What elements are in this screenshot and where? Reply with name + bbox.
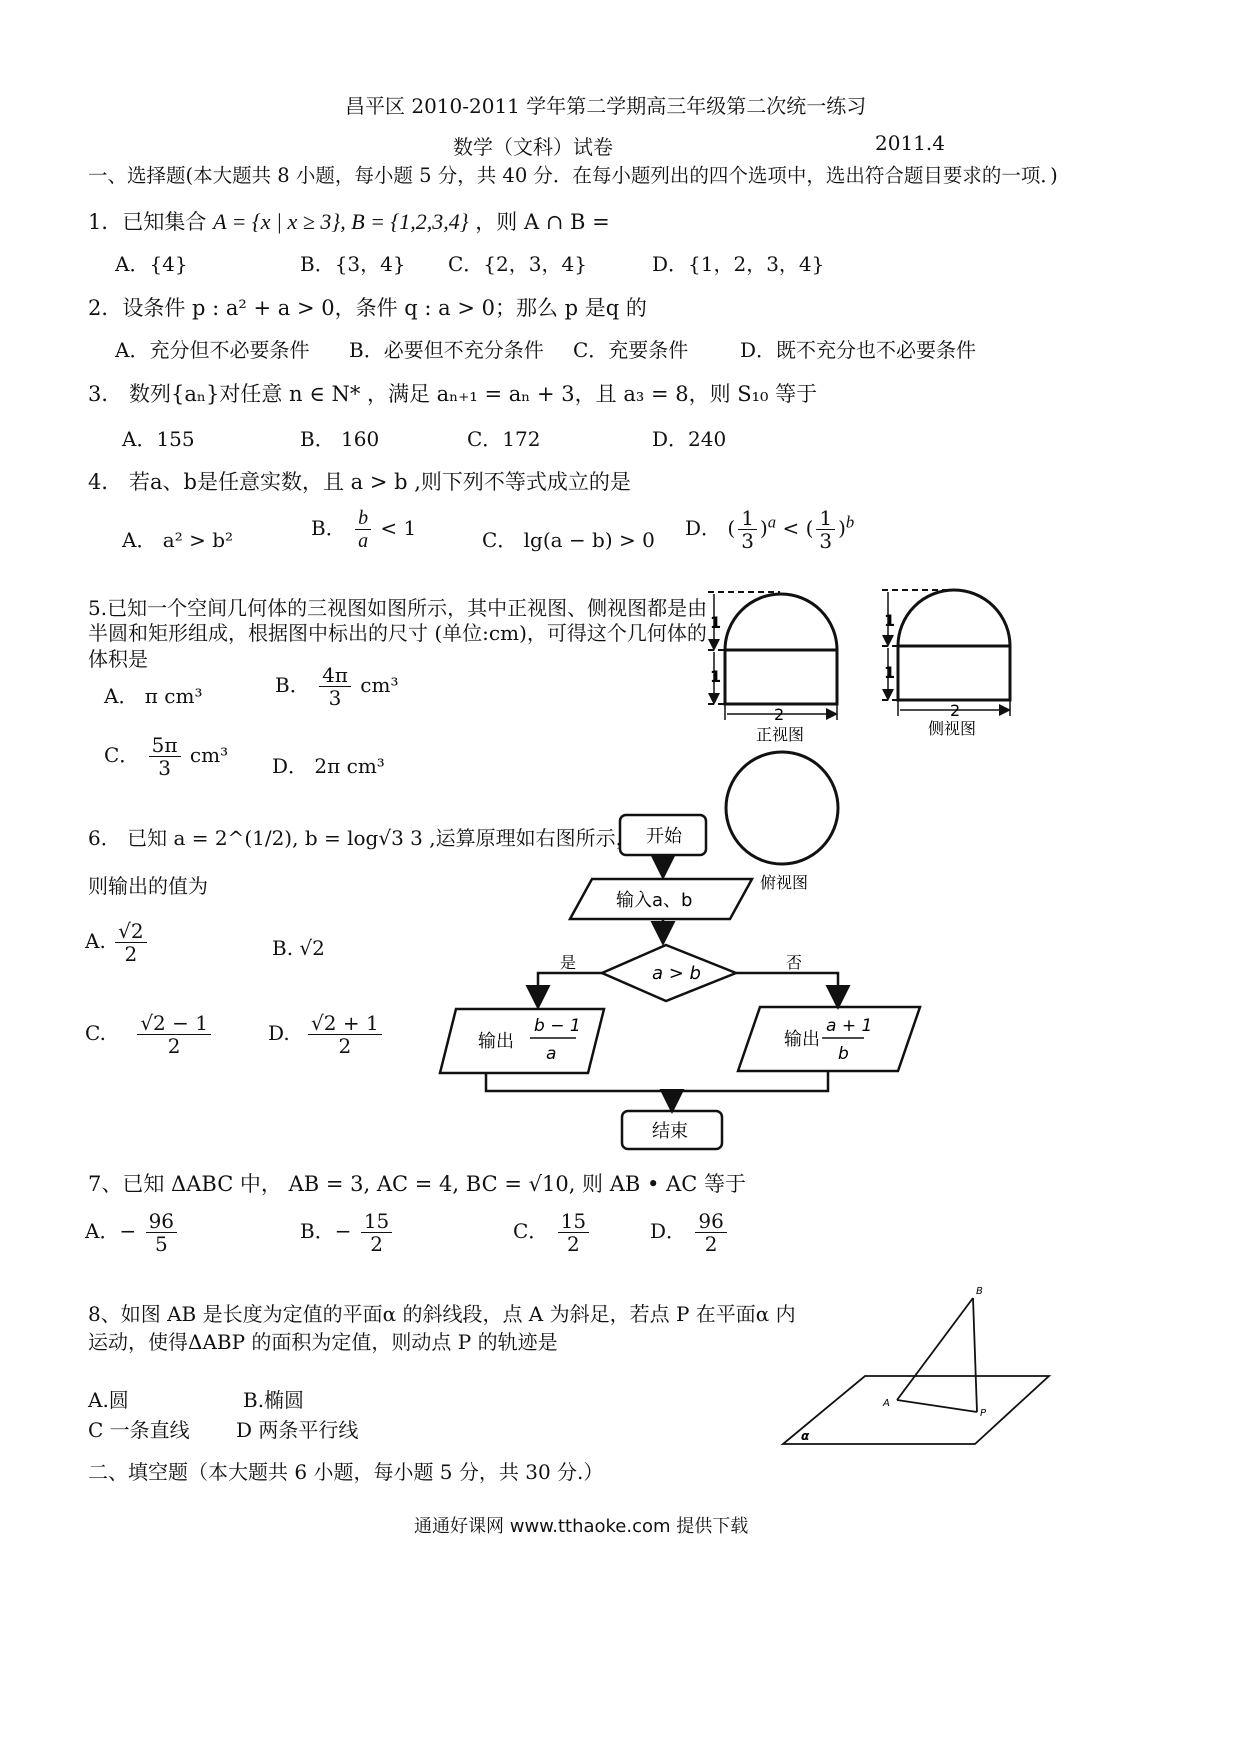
q3-option-d: D．240 — [652, 427, 727, 451]
q7-option-a — [85, 1210, 180, 1255]
q7-option-b-den: 2 — [370, 1232, 383, 1256]
q4-option-d-frac2-den: 3 — [819, 529, 833, 553]
q7-option-c-num: 15 — [558, 1210, 589, 1233]
flow-out-left-label: 输出 — [478, 1031, 514, 1052]
q6-option-c-fraction — [137, 1012, 211, 1057]
q7-option-a-sign: − — [119, 1219, 137, 1243]
q5-option-c-fraction — [149, 734, 181, 779]
flow-out-right-label: 输出 — [784, 1029, 820, 1050]
point-a-label: A — [883, 1398, 890, 1409]
q6-option-d-label: D. — [268, 1021, 290, 1045]
side-view-dim-1b: 1 — [884, 663, 896, 682]
front-view-drawing — [708, 592, 837, 720]
q7-option-c-den: 2 — [567, 1232, 580, 1256]
q6-option-d-num: √2 + 1 — [308, 1012, 382, 1035]
q7-option-d — [650, 1210, 730, 1255]
q2-option-c: C．充要条件 — [573, 338, 689, 362]
exam-title: 昌平区 2010-2011 学年第二学期高三年级第二次统一练习 — [345, 94, 867, 118]
q7-option-a-label: A． — [85, 1219, 120, 1243]
q7-option-b-num: 15 — [361, 1210, 392, 1233]
q8-option-b: B.椭圆 — [243, 1388, 305, 1412]
front-view-dim-1b: 1 — [710, 667, 722, 686]
q3-stem: 3． 数列{aₙ}对任意 n ∈ N* ，满足 aₙ₊₁ = aₙ + 3，且 a₃ = 8，则 S₁₀ 等于 — [88, 382, 818, 406]
flow-input-label: 输入a、b — [616, 890, 693, 911]
q6-stem-line2: 则输出的值为 — [88, 874, 208, 898]
q6-stem-line1: 6． 已知 a = 2^(1/2), b = log√3 3 ,运算原理如右图所示， — [88, 826, 636, 850]
side-view-drawing — [882, 590, 1010, 716]
q7-option-a-num: 96 — [146, 1210, 177, 1233]
q1-math: A = {x | x ≥ 3}, B = {1,2,3,4} — [213, 209, 469, 234]
q6-option-a — [85, 920, 150, 965]
q5-option-b-fraction — [319, 664, 351, 709]
q1-option-a: A．{4} — [115, 252, 188, 276]
q1-option-c: C．{2，3，4} — [448, 252, 587, 276]
q7-stem: 7、已知 ΔABC 中， AB = 3, AC = 4, BC = √10, 则 AB • AC 等于 — [88, 1172, 746, 1196]
flow-out-right-num: a + 1 — [826, 1016, 873, 1036]
q1-option-d: D．{1，2，3，4} — [652, 252, 825, 276]
q5-option-c-unit: cm³ — [189, 743, 229, 767]
q6-option-a-label: A. — [85, 929, 106, 953]
q7-option-c — [513, 1210, 592, 1255]
q5-stem-line3: 体积是 — [88, 647, 148, 671]
plane-alpha — [783, 1376, 1049, 1444]
q4-stem: 4． 若a、b是任意实数，且 a > b ,则下列不等式成立的是 — [88, 470, 631, 494]
q5-option-c-num: 5π — [149, 734, 181, 757]
segment-ap — [897, 1400, 977, 1412]
point-p-label: P — [980, 1408, 987, 1419]
q4-option-a: A． a² > b² — [122, 528, 234, 552]
q6-option-c-num: √2 − 1 — [137, 1012, 211, 1035]
q2-option-d: D．既不充分也不必要条件 — [740, 338, 977, 362]
q1-prefix: 1．已知集合 — [88, 210, 207, 234]
flow-out-right-den: b — [838, 1044, 849, 1064]
q7-option-d-num: 96 — [695, 1210, 726, 1233]
q5-stem-line1: 5.已知一个空间几何体的三视图如图所示，其中正视图、侧视图都是由 — [88, 596, 708, 620]
segment-bp — [973, 1298, 977, 1412]
q8-option-d: D 两条平行线 — [236, 1418, 359, 1442]
q7-option-c-label: C． — [513, 1219, 549, 1243]
q4-option-b-num: b — [355, 507, 371, 530]
q5-option-b-label: B． — [275, 673, 310, 697]
side-view-dim-2: 2 — [950, 701, 961, 720]
q7-option-a-fraction — [146, 1210, 177, 1255]
flowchart — [430, 805, 930, 1155]
q5-option-d: D． 2π cm³ — [272, 754, 385, 778]
flow-out-left-den: a — [546, 1044, 557, 1064]
q5-option-b-num: 4π — [319, 664, 351, 687]
q3-option-c: C．172 — [467, 427, 541, 451]
q7-option-b-label: B． — [300, 1219, 335, 1243]
side-view-label: 侧视图 — [928, 719, 977, 738]
footer-text: 通通好课网 www.tthaoke.com 提供下载 — [414, 1516, 749, 1537]
q6-option-d-den: 2 — [338, 1034, 352, 1058]
segment-ab — [897, 1298, 973, 1400]
flow-out-left-num: b − 1 — [534, 1016, 581, 1036]
q5-stem-line2: 半圆和矩形组成，根据图中标出的尺寸 (单位:cm)，可得这个几何体的 — [88, 621, 707, 645]
q4-option-d-frac2 — [816, 507, 835, 552]
q8-option-c: C 一条直线 — [88, 1418, 190, 1442]
plane-figure — [775, 1280, 1065, 1460]
q7-option-b — [300, 1210, 395, 1255]
q7-option-a-den: 5 — [154, 1232, 168, 1256]
q7-option-c-fraction — [558, 1210, 589, 1255]
q5-option-c-label: C． — [104, 743, 140, 767]
front-view-dim-2: 2 — [774, 705, 785, 724]
q4-option-b-label: B． — [311, 516, 346, 540]
q8-stem-line1: 8、如图 AB 是长度为定值的平面α 的斜线段，点 A 为斜足，若点 P 在平面α 内 — [88, 1302, 796, 1326]
side-view-dim-1a: 1 — [884, 611, 896, 630]
exam-subtitle: 数学（文科）试卷 — [453, 135, 613, 159]
q3-option-a: A．155 — [122, 427, 195, 451]
flow-yes-label: 是 — [560, 953, 577, 972]
q4-option-b-tail: < 1 — [380, 516, 417, 540]
q7-option-d-den: 2 — [704, 1232, 718, 1256]
q8-stem-line2: 运动，使得ΔABP 的面积为定值，则动点 P 的轨迹是 — [88, 1330, 558, 1354]
q6-option-c-label: C. — [85, 1021, 106, 1045]
q7-option-b-sign: − — [334, 1219, 352, 1243]
section1-heading: 一、选择题(本大题共 8 小题，每小题 5 分，共 40 分．在每小题列出的四个选项中，选出符合题目要求的一项．) — [88, 164, 1058, 187]
flow-no-label: 否 — [786, 953, 803, 972]
q6-option-d-fraction — [308, 1012, 382, 1057]
top-view-label: 俯视图 — [760, 873, 809, 892]
q7-option-b-fraction — [361, 1210, 392, 1255]
q7-option-d-label: D． — [650, 1219, 687, 1243]
q1-option-b: B．{3，4} — [300, 252, 406, 276]
q5-option-a: A． π cm³ — [104, 684, 203, 708]
q6-option-d — [268, 1012, 385, 1057]
q4-option-d-frac1-den: 3 — [741, 529, 754, 553]
q2-option-b: B．必要但不充分条件 — [349, 338, 544, 362]
alpha-label: α — [801, 1429, 810, 1443]
front-view-label: 正视图 — [756, 725, 805, 744]
q4-option-b-den: a — [358, 530, 369, 552]
q7-option-d-fraction — [695, 1210, 726, 1255]
flow-condition-label: a > b — [652, 963, 701, 984]
q4-option-d-frac1-num: 1 — [738, 507, 757, 530]
q2-option-a: A．充分但不必要条件 — [115, 338, 310, 362]
q6-option-c-den: 2 — [167, 1034, 181, 1058]
front-view-dim-1a: 1 — [710, 613, 722, 632]
q6-option-b: B. √2 — [272, 936, 325, 960]
q4-option-d: D． ( $\frac{1}{3}$ )$^a$ < ( $\frac{1}{3}$ )$^b$ — [685, 506, 855, 553]
q4-option-d-frac2-num: 1 — [816, 507, 835, 530]
q5-option-b-unit: cm³ — [360, 673, 399, 697]
q4-option-c: C． lg(a − b) > 0 — [482, 528, 655, 552]
q6-option-a-num: √2 — [115, 920, 146, 943]
q1-suffix: ，则 A ∩ B = — [475, 210, 610, 234]
q4-option-d-frac1 — [738, 507, 757, 552]
q6-option-c — [85, 1012, 214, 1057]
q2-stem: 2．设条件 p : a² + a > 0，条件 q : a > 0；那么 p 是q 的 — [88, 296, 647, 320]
flow-start-label: 开始 — [646, 826, 682, 847]
point-b-label: B — [976, 1286, 983, 1297]
flow-end-label: 结束 — [652, 1121, 688, 1142]
q5-option-c-den: 3 — [158, 756, 171, 780]
q5-option-b-den: 3 — [328, 686, 342, 710]
q4-option-b — [311, 507, 416, 552]
q5-option-c — [104, 734, 228, 779]
exam-date: 2011.4 — [875, 131, 945, 155]
section2-heading: 二、填空题（本大题共 6 小题，每小题 5 分，共 30 分.） — [88, 1460, 604, 1484]
q1-stem — [88, 206, 610, 236]
q5-option-b — [275, 664, 398, 709]
q4-option-d-label: D． — [685, 516, 722, 540]
q6-option-a-fraction — [115, 920, 146, 965]
q3-option-b: B． 160 — [300, 427, 380, 451]
q8-option-a: A.圆 — [88, 1388, 129, 1412]
q4-option-b-fraction — [355, 507, 371, 552]
q6-option-a-den: 2 — [124, 942, 138, 966]
